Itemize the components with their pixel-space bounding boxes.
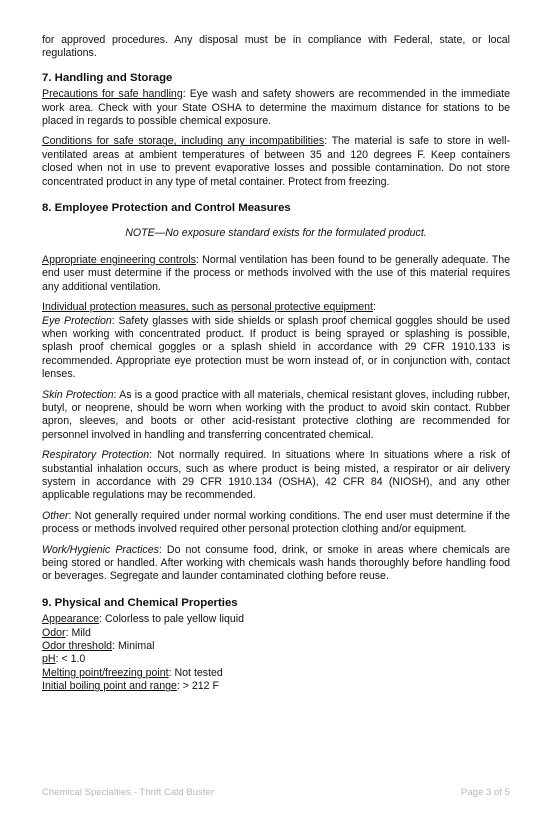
work-hygienic-label: Work/Hygienic Practices [42, 543, 159, 556]
other-protection-label: Other [42, 509, 69, 522]
section-8-heading: 8. Employee Protection and Control Measures [42, 202, 291, 215]
individual-protection-label: Individual protection measures, such as personal protective equipment [42, 301, 373, 314]
property-label: Odor threshold [42, 640, 113, 653]
handling-precautions-paragraph [42, 88, 510, 128]
property-label: Odor [42, 626, 66, 639]
property-row [42, 667, 510, 680]
property-row [42, 680, 510, 693]
skin-protection-label: Skin Protection [42, 388, 114, 401]
individual-protection-colon: : [372, 301, 376, 314]
handling-precautions-label: Precautions for safe handling [42, 88, 183, 101]
property-list [42, 613, 510, 693]
section-7-heading: 7. Handling and Storage [42, 71, 173, 84]
engineering-controls-label: Appropriate engineering controls [42, 253, 196, 266]
engineering-controls-text: : Normal ventilation has been found to be generally adequate. The end user must determine if the process or methods involved with the use of this material requires any additional ventilation. [42, 253, 510, 293]
skin-protection-text: : As is a good practice with all materials, chemical resistant gloves, including rubber, butyl, or neoprene, should be worn when working with the product to avoid skin contact. Rubber apron, sleeves, and boots or other acid-resistant protective clothing are recommended for personnel involved in handling and transferring concentrated chemical. [42, 388, 511, 441]
engineering-controls-paragraph [42, 254, 510, 294]
storage-conditions-label: Conditions for safe storage, including any incompatibilities [42, 135, 325, 148]
skin-protection-paragraph [42, 389, 510, 443]
exposure-note: NOTE—No exposure standard exists for the formulated product. [125, 227, 427, 240]
property-label: Appearance [42, 613, 100, 626]
property-row [42, 640, 510, 653]
eye-protection-label: Eye Protection [42, 314, 112, 327]
eye-protection-text: : Safety glasses with side shields or splash proof chemical goggles should be used when working with concentrated product. If product is being sprayed or splashing is possible, splash proof chemical goggles or a splash shield in accordance with 29 CFR 1910.133 is recommended. Appropriate eye protection must be worn instead of, or in conjunction with, contact lenses. [42, 314, 510, 381]
property-row [42, 627, 510, 640]
handling-precautions-text: : Eye wash and safety showers are recommended in the immediate work area. Check with your State OSHA to determine the maximum distance for stations to be placed in regards to possible chemical exposure. [42, 88, 510, 128]
other-protection-text: : Not generally required under normal working conditions. The end user must determine if the process or methods involved required other personal protection clothing and/or equipment. [42, 509, 510, 536]
other-protection-paragraph [42, 510, 510, 537]
section-9-heading: 9. Physical and Chemical Properties [42, 596, 238, 609]
property-value: : > 212 F [176, 680, 219, 693]
footer-document-title: Chemical Specialties - Thrift Cald Buster [42, 787, 215, 798]
property-value: : Mild [65, 626, 91, 639]
individual-protection-heading [42, 301, 510, 314]
property-value: : Colorless to pale yellow liquid [99, 613, 244, 626]
property-label: Melting point/freezing point [42, 666, 169, 679]
property-value: : Not tested [168, 666, 223, 679]
property-row [42, 653, 510, 666]
property-value: : Minimal [112, 640, 155, 653]
intro-paragraph: for approved procedures. Any disposal must be in compliance with Federal, state, or local regulations. [42, 34, 510, 60]
work-hygienic-text: : Do not consume food, drink, or smoke in areas where chemicals are being stored or handled. After working with chemicals wash hands thoroughly before handling food or beverages. Segregate and launder contaminated clothing before reuse. [42, 543, 510, 583]
work-hygienic-paragraph [42, 544, 510, 584]
storage-conditions-paragraph [42, 135, 510, 189]
respiratory-protection-text: : Not normally required. In situations where In situations where a risk of substantial inhalation occurs, such as where product is being misted, a respirator or air delivery system in accordance with 29 CFR 1910.134 (OSHA), 42 CFR 84 (NIOSH), and any other applicable regulations may be recommended. [42, 449, 510, 502]
property-label: pH [42, 653, 56, 666]
footer-page-number: Page 3 of 5 [460, 787, 510, 798]
respiratory-protection-paragraph [42, 449, 510, 503]
document-page [42, 34, 510, 694]
eye-protection-paragraph [42, 315, 510, 382]
property-value: : < 1.0 [55, 653, 86, 666]
property-label: Initial boiling point and range [42, 680, 177, 693]
storage-conditions-text: : The material is safe to store in well-ventilated areas at ambient temperatures of between 35 and 120 degrees F. Keep containers closed when not in use to prevent evaporative losses and possible contamination. Do not store concentrated product in any type of metal container. Protect from freezing. [42, 135, 510, 188]
property-row [42, 613, 510, 626]
respiratory-protection-label: Respiratory Protection [42, 449, 150, 462]
